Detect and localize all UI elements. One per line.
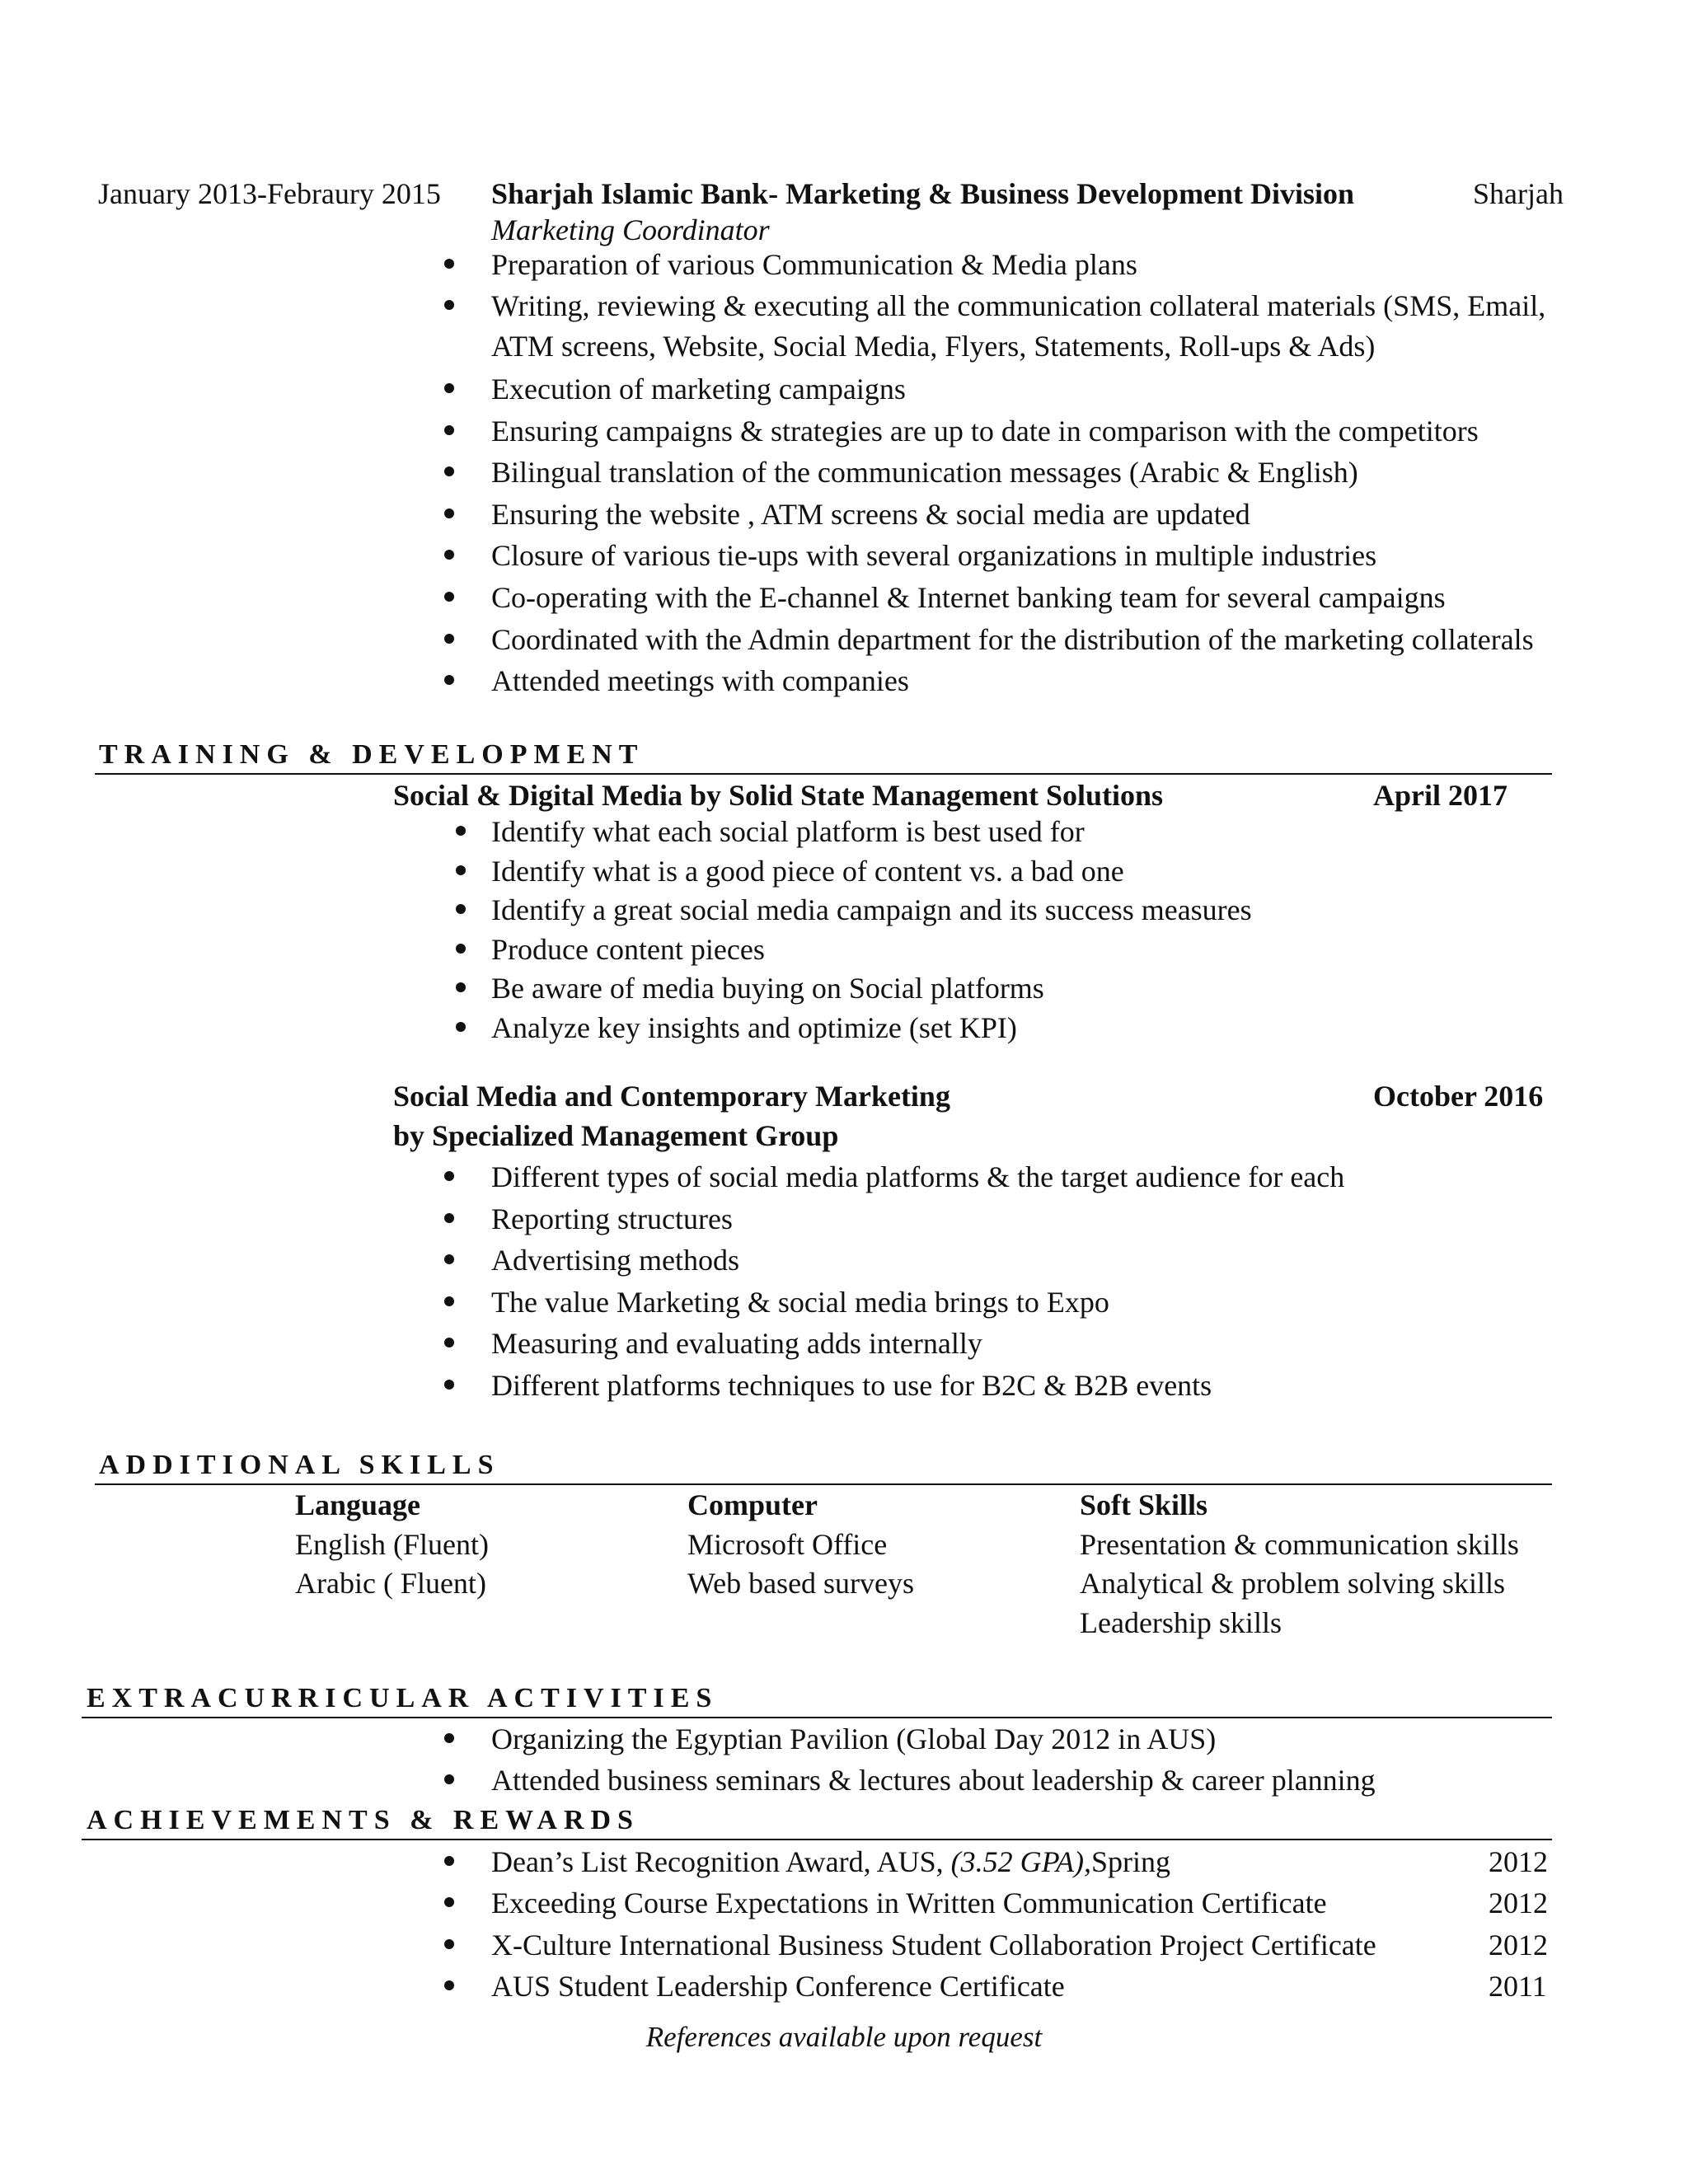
skills-column-header: Computer xyxy=(687,1488,818,1521)
achievement-year: 2012 xyxy=(1489,1845,1548,1878)
job-employer: Sharjah Islamic Bank- Marketing & Business Development Division xyxy=(491,177,1355,210)
bullet-icon xyxy=(456,865,466,875)
references-note: References available upon request xyxy=(645,2021,1043,2053)
course-title: Social & Digital Media by Solid State Management Solutions xyxy=(393,779,1164,812)
bullet-icon xyxy=(444,300,454,310)
bullet-icon xyxy=(444,383,454,393)
achievement-term: Spring xyxy=(1090,1845,1170,1878)
list-item: Attended meetings with companies xyxy=(491,664,909,697)
bullet-icon xyxy=(444,259,454,269)
list-item: Advertising methods xyxy=(491,1244,739,1277)
skill-item: Leadership skills xyxy=(1080,1606,1282,1639)
list-item xyxy=(491,1847,1170,1877)
bullet-icon xyxy=(444,1380,454,1390)
skill-item: Analytical & problem solving skills xyxy=(1080,1567,1505,1600)
skill-item: Web based surveys xyxy=(687,1567,915,1600)
list-item-continuation: ATM screens, Website, Social Media, Flyers, Statements, Roll-ups & Ads) xyxy=(491,330,1376,363)
gpa-value: (3.52 GPA), xyxy=(950,1845,1091,1878)
section-title-extracurricular: EXTRACURRICULAR ACTIVITIES xyxy=(87,1683,719,1713)
list-item: Different types of social media platforms & the target audience for each xyxy=(491,1160,1345,1193)
bullet-icon xyxy=(444,1774,454,1784)
list-item: Ensuring campaigns & strategies are up to date in comparison with the competitors xyxy=(491,415,1479,448)
section-divider xyxy=(82,1717,1552,1718)
bullet-icon xyxy=(456,944,466,954)
list-item: Analyze key insights and optimize (set KPI) xyxy=(491,1011,1017,1044)
list-item: Co-operating with the E-channel & Internet banking team for several campaigns xyxy=(491,581,1446,614)
bullet-icon xyxy=(444,1254,454,1264)
bullet-icon xyxy=(444,509,454,518)
achievement-year: 2012 xyxy=(1489,1886,1548,1919)
list-item: Measuring and evaluating adds internally xyxy=(491,1327,982,1360)
list-item: AUS Student Leadership Conference Certificate xyxy=(491,1970,1065,2003)
list-item: Writing, reviewing & executing all the communication collateral materials (SMS, Email, xyxy=(491,289,1546,322)
bullet-icon xyxy=(444,675,454,685)
list-item: Reporting structures xyxy=(491,1202,733,1235)
skills-column-header: Language xyxy=(295,1488,421,1521)
bullet-icon xyxy=(444,1338,454,1347)
skill-item: Microsoft Office xyxy=(687,1528,888,1561)
bullet-icon xyxy=(456,826,466,836)
list-item: Closure of various tie-ups with several organizations in multiple industries xyxy=(491,539,1377,572)
bullet-icon xyxy=(444,1856,454,1866)
bullet-icon xyxy=(456,982,466,992)
list-item: Produce content pieces xyxy=(491,933,765,966)
list-item: X-Culture International Business Student Collaboration Project Certificate xyxy=(491,1929,1376,1961)
list-item: Bilingual translation of the communication messages (Arabic & English) xyxy=(491,456,1358,489)
list-item: Different platforms techniques to use for B2C & B2B events xyxy=(491,1369,1212,1402)
achievement-text: Dean’s List Recognition Award, AUS, xyxy=(491,1845,951,1878)
list-item: Attended business seminars & lectures about leadership & career planning xyxy=(491,1764,1376,1797)
section-divider xyxy=(95,1483,1552,1485)
section-title-skills: ADDITIONAL SKILLS xyxy=(99,1450,500,1480)
list-item: Be aware of media buying on Social platforms xyxy=(491,972,1044,1005)
list-item: Ensuring the website , ATM screens & social media are updated xyxy=(491,498,1250,531)
bullet-icon xyxy=(444,592,454,602)
list-item: Identify what each social platform is best used for xyxy=(491,815,1085,848)
list-item: Identify a great social media campaign and its success measures xyxy=(491,893,1252,926)
bullet-icon xyxy=(456,904,466,914)
bullet-icon xyxy=(444,466,454,476)
skill-item: Arabic ( Fluent) xyxy=(295,1567,486,1600)
list-item: Organizing the Egyptian Pavilion (Global Day 2012 in AUS) xyxy=(491,1722,1217,1755)
course-date: October 2016 xyxy=(1373,1080,1544,1113)
section-divider xyxy=(95,773,1552,775)
section-title-training: TRAINING & DEVELOPMENT xyxy=(99,739,645,770)
list-item: Preparation of various Communication & Media plans xyxy=(491,248,1137,281)
job-title: Marketing Coordinator xyxy=(491,213,770,246)
list-item: The value Marketing & social media brings to Expo xyxy=(491,1286,1109,1319)
skill-item: Presentation & communication skills xyxy=(1080,1528,1519,1561)
bullet-icon xyxy=(444,1897,454,1907)
bullet-icon xyxy=(444,1213,454,1223)
bullet-icon xyxy=(444,1171,454,1181)
course-title: Social Media and Contemporary Marketing xyxy=(393,1080,950,1113)
bullet-icon xyxy=(444,1939,454,1949)
bullet-icon xyxy=(444,634,454,644)
bullet-icon xyxy=(444,1733,454,1743)
bullet-icon xyxy=(444,1980,454,1990)
list-item: Execution of marketing campaigns xyxy=(491,373,906,405)
section-title-achievements: ACHIEVEMENTS & REWARDS xyxy=(87,1805,640,1835)
skills-column-header: Soft Skills xyxy=(1080,1488,1208,1521)
bullet-icon xyxy=(444,1296,454,1306)
list-item: Exceeding Course Expectations in Written Communication Certificate xyxy=(491,1886,1327,1919)
skill-item: English (Fluent) xyxy=(295,1528,489,1561)
course-subtitle: by Specialized Management Group xyxy=(393,1119,839,1152)
job-location: Sharjah xyxy=(1473,177,1564,210)
job-dates: January 2013-Febraury 2015 xyxy=(98,177,441,210)
section-divider xyxy=(82,1839,1552,1840)
bullet-icon xyxy=(456,1022,466,1032)
achievement-year: 2011 xyxy=(1489,1970,1547,2003)
achievement-year: 2012 xyxy=(1489,1929,1548,1961)
list-item: Identify what is a good piece of content vs. a bad one xyxy=(491,855,1124,888)
bullet-icon xyxy=(444,425,454,435)
bullet-icon xyxy=(444,550,454,560)
course-date: April 2017 xyxy=(1373,779,1508,812)
list-item: Coordinated with the Admin department for the distribution of the marketing collaterals xyxy=(491,623,1534,656)
